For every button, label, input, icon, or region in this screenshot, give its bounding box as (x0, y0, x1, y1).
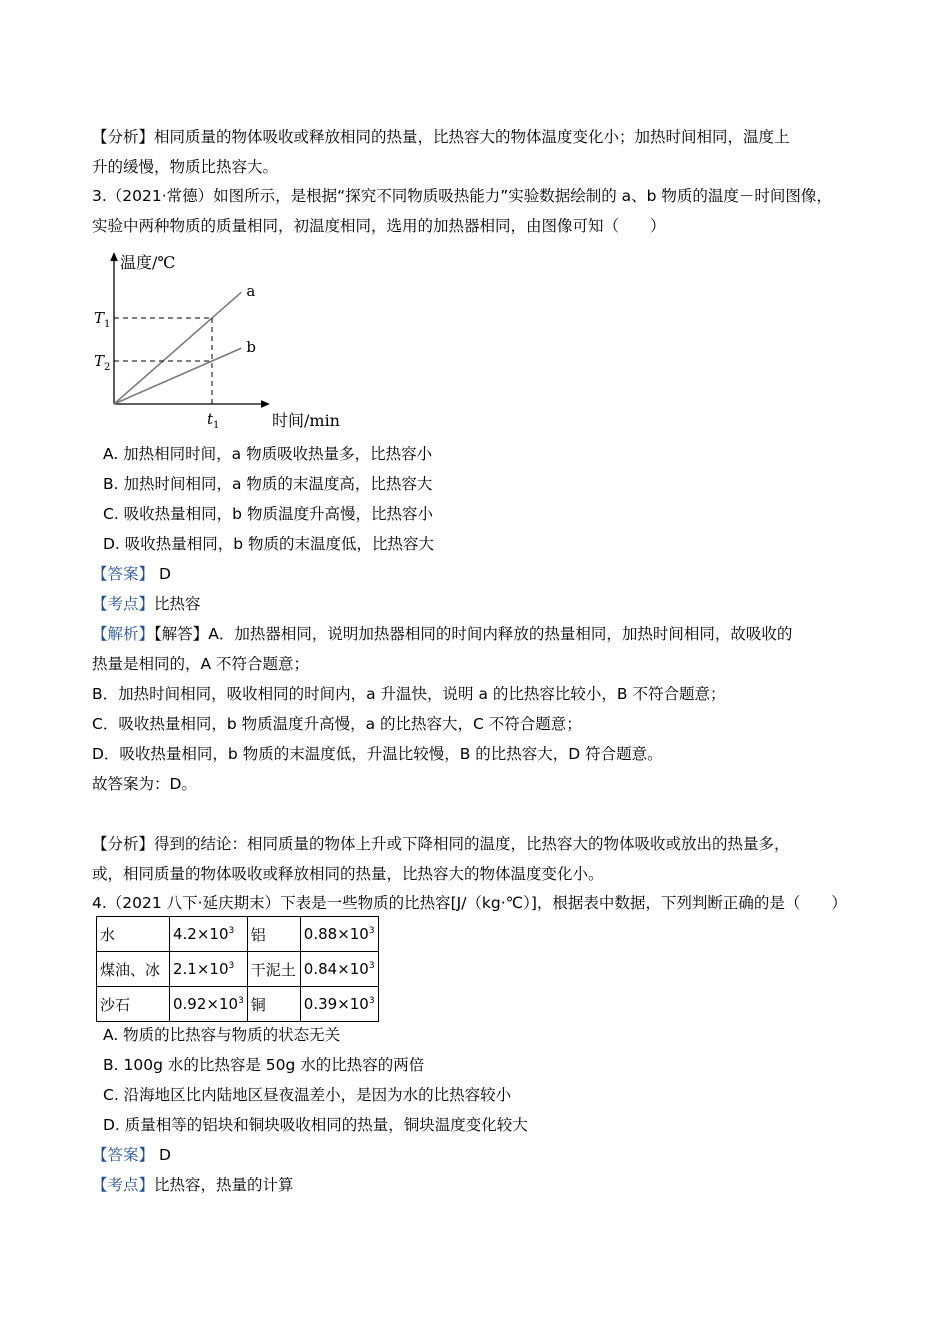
q4-point: 比热容，热量的计算 (154, 1176, 294, 1194)
table-cell: $0.39\times 10^3$ (300, 987, 378, 1022)
series-line-a (114, 292, 241, 404)
y-tick-label-T1: $T_1$ (94, 309, 111, 330)
q3-solution-line3: B．加热时间相同，吸收相同的时间内，a 升温快，说明 a 的比热容比较小，B 不符合题意； (92, 685, 726, 703)
q4-point-tag: 【考点】 (92, 1176, 155, 1194)
q3-option-d: D. 吸收热量相同，b 物质的末温度低，比热容大 (103, 535, 435, 553)
q3-solution-line2: 热量是相同的，A 不符合题意； (92, 655, 310, 673)
q3-stem-line1: 3.（2021·常德）如图所示，是根据“探究不同物质吸热能力”实验数据绘制的 a、b 物质的温度－时间图像， (92, 187, 832, 205)
x-tick-label-t1: $t_1$ (207, 410, 220, 431)
q2-analysis-tag: 【分析】 (92, 128, 155, 146)
table-cell: 干泥土 (247, 952, 300, 987)
q4-answer: D (154, 1146, 171, 1164)
y-axis-label: 温度/℃ (120, 253, 176, 272)
q4-point-line (92, 1175, 294, 1195)
series-line-b (114, 348, 241, 404)
specific-heat-table (96, 916, 379, 1022)
table-row (97, 917, 379, 952)
q3-solution-tag: 【解析】 (92, 625, 155, 643)
q2-analysis-line2: 升的缓慢，物质比热容大。 (92, 158, 279, 176)
q3-stem-line2: 实验中两种物质的质量相同，初温度相同，选用的加热器相同，由图像可知（ ） (92, 217, 666, 235)
table-cell: $4.2\times 10^3$ (170, 917, 248, 952)
q3-answer-tag: 【答案】 (92, 565, 155, 583)
q4-option-a: A. 物质的比热容与物质的状态无关 (103, 1026, 341, 1044)
series-label-a: a (246, 282, 256, 301)
q3-analysis-line2: 或，相同质量的物体吸收或释放相同的热量，比热容大的物体温度变化小。 (92, 865, 604, 883)
q3-solution-line6: 故答案为：D。 (92, 775, 197, 793)
table-cell: 煤油、冰 (97, 952, 170, 987)
table-cell: 沙石 (97, 987, 170, 1022)
x-axis-label: 时间/min (272, 411, 340, 430)
y-tick-label-T2: $T_2$ (94, 352, 111, 373)
q3-analysis-tag: 【分析】 (92, 835, 155, 853)
q3-point-line (92, 594, 201, 614)
q3-solution-line5: D．吸收热量相同，b 物质的末温度低，升温比较慢，B 的比热容大，D 符合题意。 (92, 745, 663, 763)
table-cell: $0.88\times 10^3$ (300, 917, 378, 952)
q3-option-b: B. 加热时间相同，a 物质的末温度高，比热容大 (103, 475, 433, 493)
q4-option-d: D. 质量相等的铝块和铜块吸收相同的热量，铜块温度变化较大 (103, 1116, 528, 1134)
q4-stem: 4.（2021 八下·延庆期末）下表是一些物质的比热容[J/（kg·℃）]，根据表中数据，下列判断正确的是（ ） (92, 894, 847, 912)
table-cell: $0.92\times 10^3$ (170, 987, 248, 1022)
q2-analysis-line1 (92, 127, 790, 147)
table-cell: $0.84\times 10^3$ (300, 952, 378, 987)
q2-analysis-text1: 相同质量的物体吸收或释放相同的热量，比热容大的物体温度变化小；加热时间相同，温度上 (154, 128, 790, 146)
q3-point-tag: 【考点】 (92, 595, 155, 613)
table-cell: 水 (97, 917, 170, 952)
table-row (97, 952, 379, 987)
q3-solution-line4: C．吸收热量相同，b 物质温度升高慢，a 的比热容大，C 不符合题意； (92, 715, 582, 733)
table-cell: $2.1\times 10^3$ (170, 952, 248, 987)
series-label-b: b (246, 338, 257, 357)
temperature-time-chart (88, 248, 348, 438)
q3-analysis-line1 (92, 834, 790, 854)
q4-option-b: B. 100g 水的比热容是 50g 水的比热容的两倍 (103, 1056, 425, 1074)
q4-option-c: C. 沿海地区比内陆地区昼夜温差小，是因为水的比热容较小 (103, 1086, 512, 1104)
q4-answer-tag: 【答案】 (92, 1146, 155, 1164)
q3-answer-line (92, 564, 171, 584)
q3-analysis-text1: 得到的结论：相同质量的物体上升或下降相同的温度，比热容大的物体吸收或放出的热量多， (154, 835, 790, 853)
table-cell: 铜 (247, 987, 300, 1022)
table-row (97, 987, 379, 1022)
q3-option-c: C. 吸收热量相同，b 物质温度升高慢，比热容小 (103, 505, 433, 523)
q3-point: 比热容 (154, 595, 201, 613)
q3-solution-line1 (92, 624, 792, 644)
q3-option-a: A. 加热相同时间，a 物质吸收热量多，比热容小 (103, 445, 433, 463)
q3-solution-text1: 【解答】A．加热器相同，说明加热器相同的时间内释放的热量相同，加热时间相同，故吸收的 (154, 625, 793, 643)
q4-answer-line (92, 1145, 171, 1165)
q3-answer: D (154, 565, 171, 583)
table-cell: 铝 (247, 917, 300, 952)
